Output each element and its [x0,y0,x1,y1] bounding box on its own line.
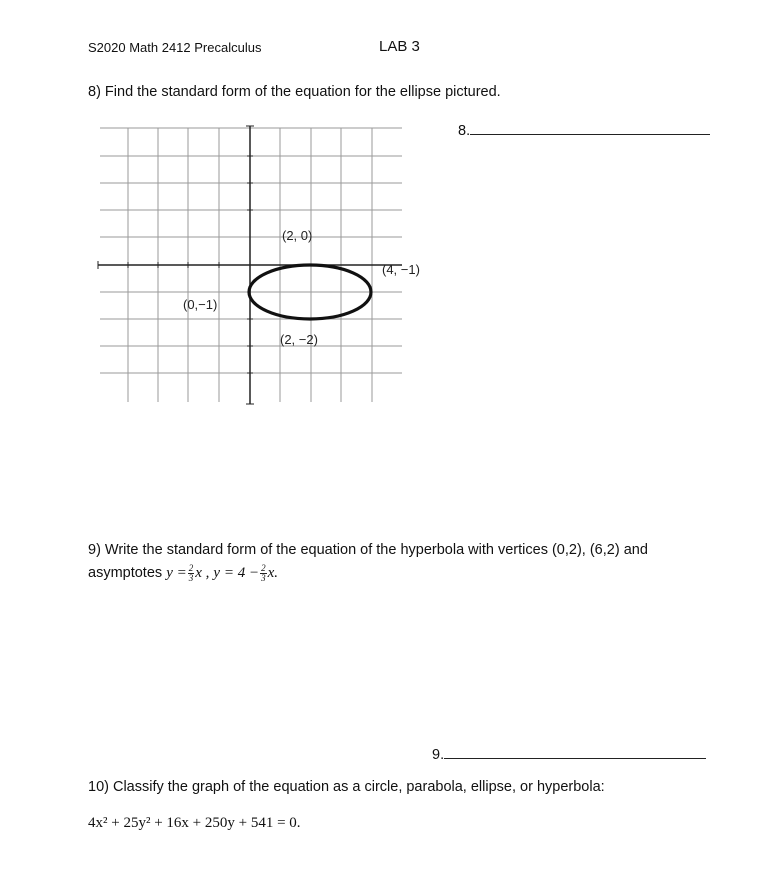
fraction-two-thirds-2: $\frac{2}{3}$ [261,563,266,583]
answer-9-label: 9. [432,747,445,763]
fraction-two-thirds: $\frac{2}{3}$ [188,563,194,583]
label-top-vertex: (2, 0) [282,228,313,243]
label-right-vertex: (4, −1) [382,262,420,277]
asymptote-1: y = $\frac{2}{3}$ x , [166,563,210,583]
asymptotes-label: asymptotes [88,564,163,581]
answer-8-label: 8. [458,123,471,139]
question-10-prompt: 10) Classify the graph of the equation as a circle, parabola, ellipse, or hyperbola: [88,779,605,795]
question-9-asymptotes [88,564,278,583]
label-bottom-vertex: (2, −2) [280,332,318,347]
label-left-vertex: (0,−1) [183,297,218,312]
question-8-prompt: 8) Find the standard form of the equation for the ellipse pictured. [88,84,501,100]
question-10-equation: 4x² + 25y² + 16x + 250y + 541 = 0. [88,815,301,831]
question-9-prompt: 9) Write the standard form of the equation of the hyperbola with vertices (0,2), (6,2) and [88,542,648,558]
asymptote-2: y = 4 − $\frac{2}{3}$ x. [213,563,278,583]
answer-8-line[interactable] [458,120,710,139]
course-title: S2020 Math 2412 Precalculus [88,40,262,55]
lab-title: LAB 3 [379,38,420,55]
answer-9-line[interactable] [432,744,706,763]
ellipse-graph [90,120,450,410]
